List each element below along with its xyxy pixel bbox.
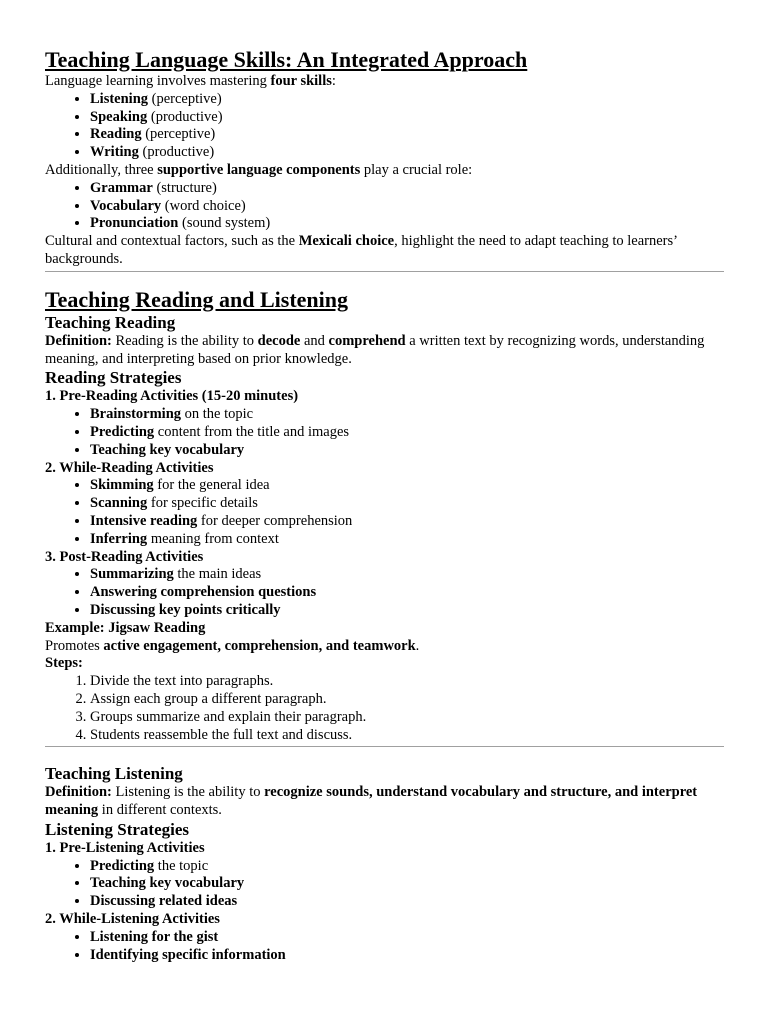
bold-span: Discussing related ideas bbox=[90, 893, 238, 910]
bold-span: decode bbox=[257, 332, 301, 349]
bold-span: Writing bbox=[90, 144, 139, 161]
list-item bbox=[90, 477, 724, 495]
text-span: meaning from context bbox=[147, 530, 279, 547]
steps-label: Steps: bbox=[45, 655, 83, 672]
bold-span: Grammar bbox=[90, 179, 153, 196]
bold-span: Mexicali choice bbox=[298, 233, 395, 250]
text-span: (sound system) bbox=[178, 215, 271, 232]
text-span: (word choice) bbox=[161, 197, 246, 214]
bold-span: Discussing key points critically bbox=[90, 601, 281, 618]
bold-span: recognize sounds, understand vocabulary and structure, and interpret meaning bbox=[45, 784, 698, 819]
section-divider bbox=[45, 746, 724, 747]
listening-definition bbox=[45, 784, 724, 820]
list-item bbox=[90, 215, 724, 233]
bold-span: Vocabulary bbox=[90, 197, 162, 214]
list-item bbox=[90, 602, 724, 620]
text-span: the main ideas bbox=[173, 566, 262, 583]
bold-span: active engagement, comprehension, and teamwork bbox=[103, 637, 416, 654]
bold-span: Inferring bbox=[90, 530, 148, 547]
text-span: Cultural and contextual factors, such as the bbox=[45, 233, 299, 250]
text-span: in different contexts. bbox=[98, 802, 222, 819]
intro-components-line bbox=[45, 162, 724, 180]
listening-strategies-heading: Listening Strategies bbox=[45, 819, 190, 839]
list-item: 2. Assign each group a different paragraph. bbox=[90, 691, 724, 709]
bold-span: Summarizing bbox=[90, 566, 174, 583]
bold-span: Identifying specific information bbox=[90, 946, 286, 963]
list-item bbox=[90, 144, 724, 162]
list-item bbox=[90, 584, 724, 602]
text-span: for specific details bbox=[147, 495, 258, 512]
reading-definition bbox=[45, 333, 724, 369]
bold-span: Brainstorming bbox=[90, 406, 182, 423]
list-item bbox=[90, 531, 724, 549]
list-item bbox=[90, 875, 724, 893]
list-item bbox=[90, 929, 724, 947]
list-item: 3. Groups summarize and explain their paragraph. bbox=[90, 709, 724, 727]
list-item bbox=[90, 109, 724, 127]
bold-span: Teaching key vocabulary bbox=[90, 875, 245, 892]
list-item bbox=[90, 495, 724, 513]
list-item bbox=[90, 566, 724, 584]
text-span: Promotes bbox=[45, 637, 104, 654]
text-span: content from the title and images bbox=[154, 423, 350, 440]
post-reading-list bbox=[45, 566, 724, 619]
bold-span: Speaking bbox=[90, 108, 148, 125]
bold-span: Definition: bbox=[45, 784, 112, 801]
text-span: : bbox=[331, 73, 336, 89]
bold-span: comprehend bbox=[328, 332, 406, 349]
section-title: Teaching Reading and Listening bbox=[45, 286, 348, 312]
text-span: Reading is the ability to bbox=[111, 332, 258, 349]
text-span: , highlight the need to adapt teaching to learners’ backgrounds. bbox=[45, 233, 677, 267]
pre-listening-list bbox=[45, 858, 724, 911]
page-title: Teaching Language Skills: An Integrated Approach bbox=[45, 47, 528, 72]
text-span: a written text by recognizing words, understanding meaning, and interpreting based on prior knowledge. bbox=[45, 332, 705, 367]
text-span: (perceptive) bbox=[141, 126, 216, 143]
list-item bbox=[90, 947, 724, 965]
list-item bbox=[90, 198, 724, 216]
list-item bbox=[90, 126, 724, 144]
pre-reading-heading: 1. Pre-Reading Activities (15-20 minutes) bbox=[45, 388, 299, 405]
text-span: play a crucial role: bbox=[360, 161, 473, 178]
text-span: for the general idea bbox=[153, 477, 270, 494]
list-item: 4. Students reassemble the full text and discuss. bbox=[90, 727, 724, 745]
list-item bbox=[90, 180, 724, 198]
skills-list bbox=[45, 91, 724, 162]
section-divider bbox=[45, 271, 724, 272]
intro-four-skills-line bbox=[45, 73, 724, 91]
list-item bbox=[90, 91, 724, 109]
list-item bbox=[90, 424, 724, 442]
list-item bbox=[90, 442, 724, 460]
reading-strategies-heading: Reading Strategies bbox=[45, 368, 182, 388]
bold-span: Predicting bbox=[90, 423, 155, 440]
text-span: for deeper comprehension bbox=[197, 512, 353, 529]
steps-list bbox=[45, 673, 724, 744]
bold-span: Pronunciation bbox=[90, 215, 179, 232]
text-span: (perceptive) bbox=[148, 90, 222, 107]
text-span: . bbox=[415, 637, 420, 654]
bold-span: Listening for the gist bbox=[90, 928, 219, 945]
bold-span: Scanning bbox=[90, 495, 148, 512]
while-reading-heading: 2. While-Reading Activities bbox=[45, 459, 214, 476]
example-promotes-line bbox=[45, 638, 724, 656]
text-span: and bbox=[300, 332, 329, 349]
bold-span: Listening bbox=[90, 90, 149, 107]
list-item bbox=[90, 858, 724, 876]
bold-span: supportive language components bbox=[157, 161, 361, 178]
reading-heading: Teaching Reading bbox=[45, 312, 176, 332]
bold-span: Definition: bbox=[45, 332, 112, 349]
while-listening-heading: 2. While-Listening Activities bbox=[45, 911, 220, 928]
bold-span: Reading bbox=[90, 126, 142, 143]
bold-span: Teaching key vocabulary bbox=[90, 441, 245, 458]
list-item bbox=[90, 893, 724, 911]
text-span: on the topic bbox=[181, 406, 254, 423]
while-reading-list bbox=[45, 477, 724, 548]
bold-span: Intensive reading bbox=[90, 512, 198, 529]
text-span: Listening is the ability to bbox=[111, 784, 265, 801]
list-item bbox=[90, 406, 724, 424]
bold-span: Answering comprehension questions bbox=[90, 584, 317, 601]
text-span: (structure) bbox=[152, 179, 217, 196]
text-span: the topic bbox=[154, 857, 209, 874]
pre-reading-list bbox=[45, 406, 724, 459]
text-span: Additionally, three bbox=[45, 161, 158, 178]
text-span: Language learning involves mastering bbox=[45, 73, 271, 89]
bold-span: four skills bbox=[270, 73, 332, 89]
listening-heading: Teaching Listening bbox=[45, 764, 183, 784]
list-item: 1. Divide the text into paragraphs. bbox=[90, 673, 724, 691]
list-item bbox=[90, 513, 724, 531]
text-span: (productive) bbox=[147, 108, 223, 125]
while-listening-list bbox=[45, 929, 724, 965]
post-reading-heading: 3. Post-Reading Activities bbox=[45, 548, 204, 565]
bold-span: Skimming bbox=[90, 477, 154, 494]
text-span: (productive) bbox=[138, 144, 215, 161]
components-list bbox=[45, 180, 724, 233]
pre-listening-heading: 1. Pre-Listening Activities bbox=[45, 839, 205, 856]
example-heading: Example: Jigsaw Reading bbox=[45, 619, 206, 636]
intro-cultural-line bbox=[45, 233, 724, 269]
bold-span: Predicting bbox=[90, 857, 155, 874]
